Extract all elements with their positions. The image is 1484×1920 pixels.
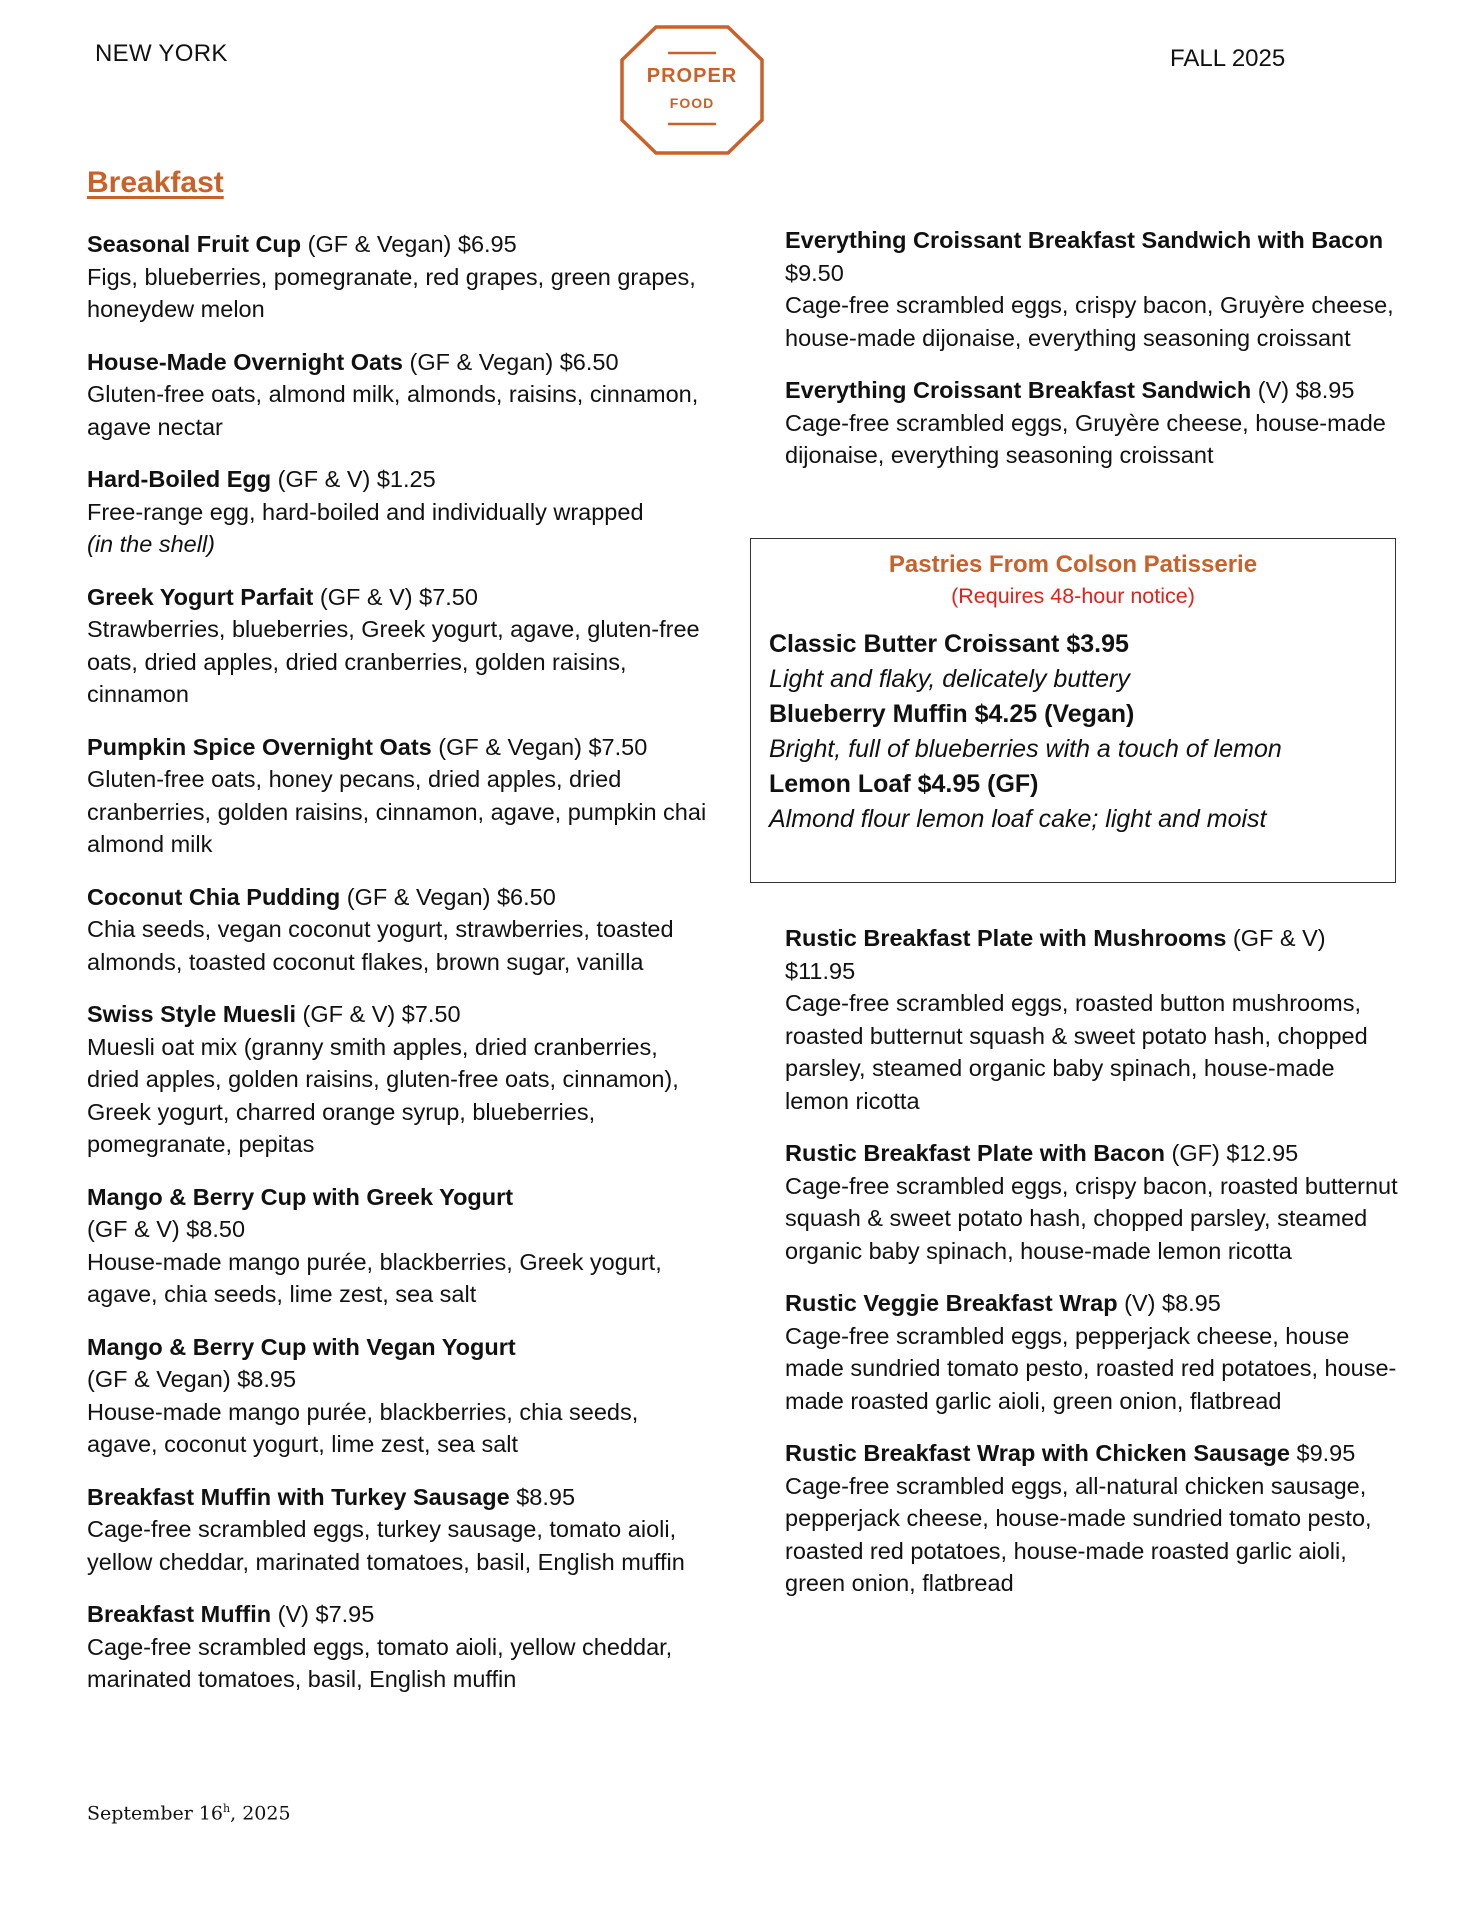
menu-item-name: Rustic Breakfast Plate with Mushrooms [785, 925, 1227, 951]
menu-item-heading [87, 1481, 707, 1514]
menu-item-heading [87, 581, 707, 614]
menu-item-name: Rustic Veggie Breakfast Wrap [785, 1290, 1118, 1316]
menu-item-heading [87, 463, 707, 496]
menu-item [785, 374, 1405, 472]
pastry-name: Lemon Loaf $4.95 (GF) [769, 770, 1039, 798]
menu-item-name: Coconut Chia Pudding [87, 883, 341, 910]
footer-date-ordinal: h [223, 1802, 231, 1815]
pastry-desc: Bright, full of blueberries with a touch of lemon [769, 735, 1282, 763]
menu-item [785, 1437, 1405, 1600]
menu-item-heading [785, 374, 1405, 407]
menu-item [87, 881, 707, 979]
menu-item-heading [87, 881, 707, 914]
menu-item-description: Muesli oat mix (granny smith apples, dried cranberries, dried apples, golden raisins, gluten-free oats, cinnamon), Greek yogurt, charred orange syrup, blueberries, pomegranate, pepitas [87, 1033, 679, 1157]
menu-item [785, 922, 1405, 1117]
menu-item-name: Rustic Breakfast Wrap with Chicken Sausage [785, 1440, 1290, 1466]
menu-item-description: Free-range egg, hard-boiled and individually wrapped [87, 498, 644, 525]
footer-date-day: September 16 [87, 1802, 224, 1825]
menu-item-description: Cage-free scrambled eggs, tomato aioli, yellow cheddar, marinated tomatoes, basil, English muffin [87, 1633, 673, 1692]
menu-item-name: Breakfast Muffin [87, 1601, 272, 1627]
logo-word-proper: PROPER [646, 65, 738, 87]
menu-item-tags-price: (GF) $12.95 [1165, 1140, 1299, 1166]
menu-item [87, 463, 707, 561]
menu-item-note: (in the shell) [87, 531, 215, 557]
menu-item [87, 1181, 707, 1311]
menu-item-description: Cage-free scrambled eggs, turkey sausage, tomato aioli, yellow cheddar, marinated tomatoes, basil, English muffin [87, 1516, 685, 1575]
pastry-desc: Almond flour lemon loaf cake; light and moist [769, 805, 1267, 833]
menu-item-heading [785, 922, 1405, 955]
menu-item-tags-price: (GF & V) $8.50 [87, 1216, 246, 1242]
menu-item-description: Cage-free scrambled eggs, crispy bacon, Gruyère cheese, house-made dijonaise, everything seasoning croissant [785, 292, 1394, 351]
footer-date-year: , 2025 [230, 1802, 291, 1825]
menu-item [87, 581, 707, 711]
menu-item-name: House-Made Overnight Oats [87, 348, 403, 375]
menu-item-tags-price: $9.95 [1289, 1440, 1356, 1466]
menu-item-name: Greek Yogurt Parfait [87, 583, 314, 610]
right-top-menu-column [785, 224, 1405, 472]
menu-item-name: Hard-Boiled Egg [87, 466, 272, 492]
menu-item-name: Seasonal Fruit Cup [87, 231, 302, 257]
menu-item-description: Cage-free scrambled eggs, crispy bacon, roasted butternut squash & sweet potato hash, chopped parsley, steamed organic baby spinach, house-made lemon ricotta [785, 1172, 1398, 1264]
section-title-breakfast: Breakfast [87, 166, 224, 199]
pastry-desc: Light and flaky, delicately buttery [769, 665, 1130, 693]
pastries-notice: (Requires 48-hour notice) [951, 584, 1195, 608]
menu-item-price: $11.95 [785, 957, 856, 984]
menu-item-heading [87, 228, 707, 261]
menu-item-description: House-made mango purée, blackberries, chia seeds, agave, coconut yogurt, lime zest, sea salt [87, 1398, 639, 1457]
menu-item [87, 1598, 707, 1696]
pastry-name: Classic Butter Croissant $3.95 [769, 630, 1129, 658]
menu-item-heading [87, 346, 707, 379]
menu-item-heading [87, 1598, 707, 1631]
menu-item-description: House-made mango purée, blackberries, Greek yogurt, agave, chia seeds, lime zest, sea salt [87, 1248, 662, 1307]
menu-item-tags-price: (V) $8.95 [1117, 1290, 1221, 1316]
menu-item [87, 1481, 707, 1579]
menu-item-description: Chia seeds, vegan coconut yogurt, strawberries, toasted almonds, toasted coconut flakes, brown sugar, vanilla [87, 916, 674, 975]
left-menu-column [87, 228, 707, 1696]
menu-item-name: Mango & Berry Cup with Greek Yogurt [87, 1183, 514, 1210]
menu-item-description: Figs, blueberries, pomegranate, red grapes, green grapes, honeydew melon [87, 263, 696, 322]
menu-item [785, 1287, 1405, 1417]
location-label: NEW YORK [95, 40, 228, 67]
pastries-box [750, 538, 1396, 883]
menu-item-tags-price: (GF & Vegan) $6.50 [340, 883, 556, 910]
menu-item [785, 224, 1405, 354]
menu-item-description: Cage-free scrambled eggs, pepperjack cheese, house made sundried tomato pesto, roasted red potatoes, house-made roasted garlic aioli, green onion, flatbread [785, 1322, 1397, 1414]
pastries-list [769, 627, 1377, 837]
logo-word-food: FOOD [669, 95, 715, 111]
menu-item-tags-price: (GF & Vegan) $6.50 [403, 348, 619, 375]
menu-item-name: Everything Croissant Breakfast Sandwich [785, 377, 1252, 403]
menu-item-heading [87, 1181, 707, 1246]
season-label: FALL 2025 [1170, 45, 1286, 72]
menu-item-description: Cage-free scrambled eggs, roasted button mushrooms, roasted butternut squash & sweet potato hash, chopped parsley, steamed organic baby spinach, house-made lemon ricotta [785, 990, 1368, 1114]
menu-item-tags-price: $9.50 [785, 259, 844, 286]
menu-item-tags-price: (GF & Vegan) $7.50 [431, 733, 648, 760]
menu-item-tags-price: (GF & Vegan) $6.95 [301, 231, 517, 257]
menu-item-description: Strawberries, blueberries, Greek yogurt, agave, gluten-free oats, dried apples, dried cranberries, golden raisins, cinnamon [87, 616, 700, 707]
menu-item-tags-price: (GF & V) $7.50 [313, 583, 478, 610]
menu-item-heading [785, 1137, 1405, 1170]
menu-item-name: Swiss Style Muesli [87, 1001, 296, 1027]
menu-item-description: Gluten-free oats, honey pecans, dried apples, dried cranberries, golden raisins, cinnamon, agave, pumpkin chai almond milk [87, 766, 707, 857]
menu-item-tags-price: (GF & Vegan) $8.95 [87, 1366, 297, 1392]
footer-date [87, 1802, 291, 1824]
menu-item [87, 731, 707, 861]
pastry-name: Blueberry Muffin $4.25 (Vegan) [769, 700, 1135, 728]
menu-item [87, 998, 707, 1161]
menu-item-tags-price: (GF & V) [1226, 925, 1326, 951]
right-bottom-menu-column [785, 922, 1405, 1600]
menu-item-heading [785, 224, 1405, 289]
menu-item-name: Rustic Breakfast Plate with Bacon [785, 1140, 1166, 1166]
menu-item-description: Gluten-free oats, almond milk, almonds, raisins, cinnamon, agave nectar [87, 381, 699, 440]
menu-item-heading [87, 998, 707, 1031]
menu-item-description: Cage-free scrambled eggs, Gruyère cheese, house-made dijonaise, everything seasoning croissant [785, 409, 1386, 468]
menu-item-tags-price: (GF & V) $7.50 [295, 1001, 461, 1027]
menu-item-tags-price: $8.95 [509, 1483, 576, 1510]
menu-item-heading [87, 1331, 707, 1396]
menu-item-name: Mango & Berry Cup with Vegan Yogurt [87, 1333, 516, 1360]
proper-food-logo [620, 24, 764, 156]
menu-item [87, 1331, 707, 1461]
menu-item [785, 1137, 1405, 1267]
menu-item-heading [87, 731, 707, 764]
menu-item-heading [785, 1437, 1405, 1470]
menu-item-tags-price: (V) $7.95 [271, 1601, 375, 1627]
menu-item-name: Pumpkin Spice Overnight Oats [87, 733, 432, 760]
menu-item-name: Breakfast Muffin with Turkey Sausage [87, 1483, 510, 1510]
menu-item-description: Cage-free scrambled eggs, all-natural chicken sausage, pepperjack cheese, house-made sundried tomato pesto, roasted red potatoes, house-made roasted garlic aioli, green onion, flatbread [785, 1472, 1372, 1596]
menu-item [87, 346, 707, 444]
pastries-title: Pastries From Colson Patisserie [888, 551, 1258, 578]
menu-item-heading [785, 1287, 1405, 1320]
menu-item-tags-price: (GF & V) $1.25 [271, 466, 436, 492]
menu-item [87, 228, 707, 326]
menu-item-name: Everything Croissant Breakfast Sandwich with Bacon [785, 227, 1384, 253]
menu-item-tags-price: (V) $8.95 [1251, 377, 1355, 403]
